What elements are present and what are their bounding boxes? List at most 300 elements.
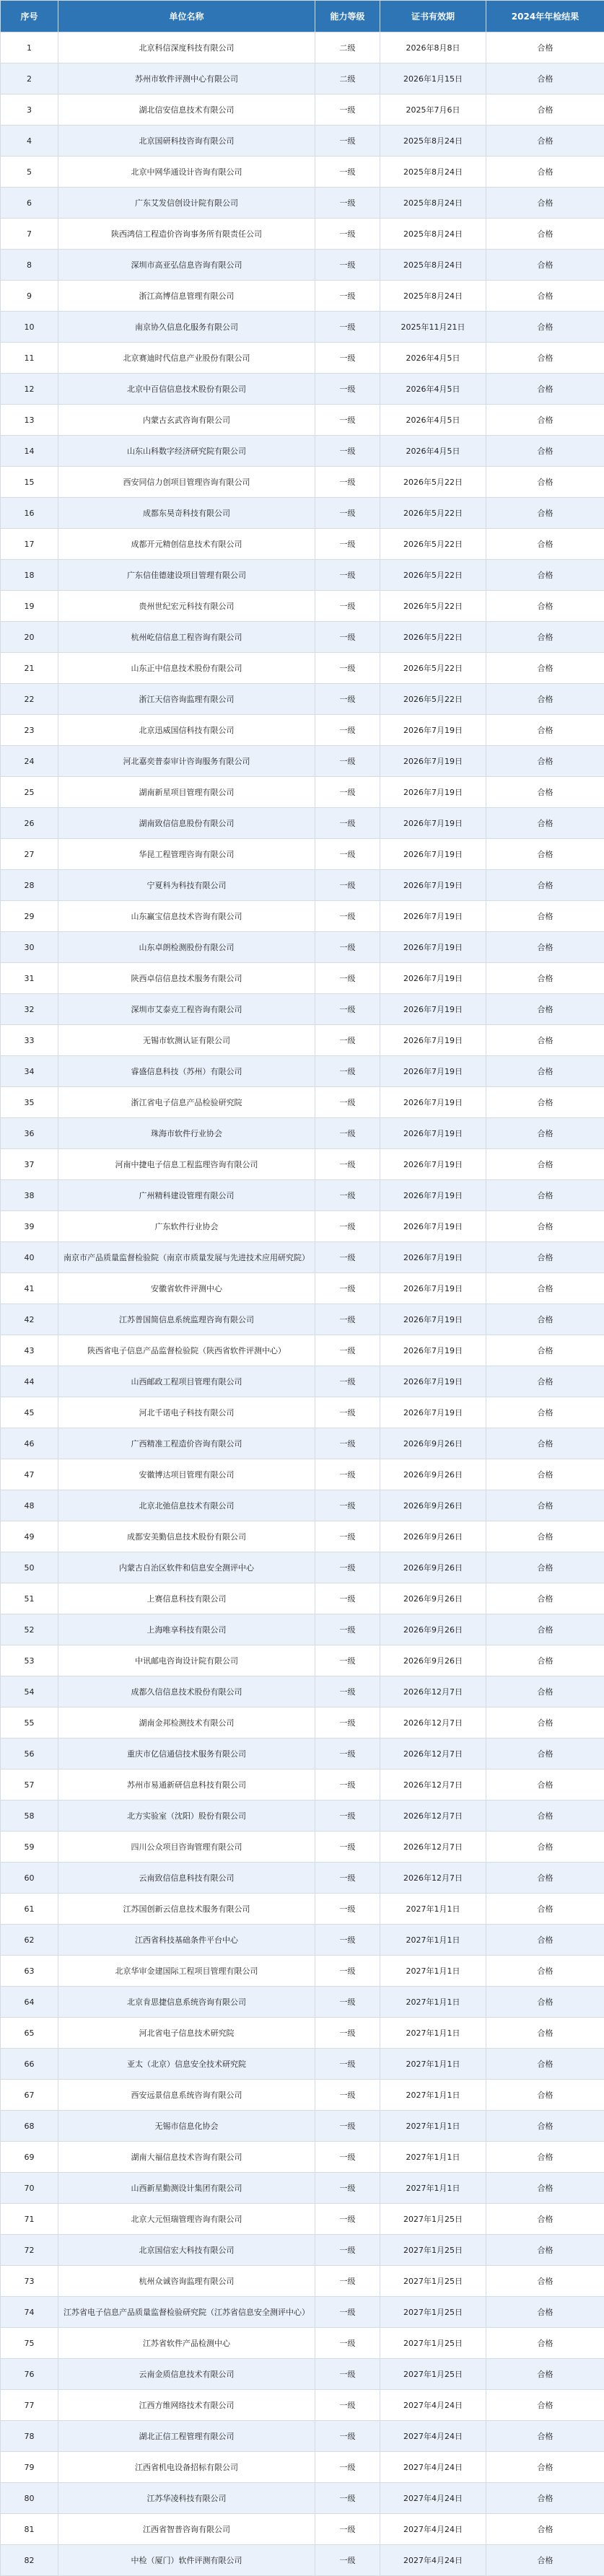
cell-valid: 2026年9月26日 [380,1583,486,1614]
cell-valid: 2026年7月19日 [380,1087,486,1118]
cell-seq: 12 [1,374,58,405]
cell-seq: 4 [1,126,58,157]
cell-result: 合格 [486,2483,604,2514]
cell-seq: 15 [1,467,58,498]
cell-result: 合格 [486,1459,604,1490]
cell-name: 内蒙古玄武咨询有限公司 [58,405,315,436]
cell-name: 成都安美勤信息技术股份有限公司 [58,1521,315,1552]
cell-level: 一级 [315,746,380,777]
cell-valid: 2025年8月24日 [380,126,486,157]
cell-valid: 2027年1月1日 [380,1894,486,1925]
table-row [1,1428,604,1459]
cell-result: 合格 [486,1956,604,1987]
cell-result: 合格 [486,715,604,746]
cell-name: 北京迅威国信科技有限公司 [58,715,315,746]
cell-level: 一级 [315,2297,380,2328]
cell-seq: 48 [1,1490,58,1521]
cell-seq: 55 [1,1707,58,1738]
cell-seq: 82 [1,2545,58,2576]
table-row [1,1676,604,1707]
cell-name: 无锡市信息化协会 [58,2111,315,2142]
cell-name: 成都久信信息技术股份有限公司 [58,1676,315,1707]
cell-result: 合格 [486,498,604,529]
cell-level: 一级 [315,1676,380,1707]
cell-name: 广州精科建设管理有限公司 [58,1180,315,1211]
table-row [1,405,604,436]
cell-name: 南京协久信息化服务有限公司 [58,312,315,343]
table-row [1,1149,604,1180]
cell-result: 合格 [486,1676,604,1707]
table-row [1,498,604,529]
cell-result: 合格 [486,94,604,126]
cell-level: 一级 [315,1335,380,1366]
cell-seq: 60 [1,1863,58,1894]
cell-result: 合格 [486,2359,604,2390]
table-row [1,684,604,715]
table-row [1,2204,604,2235]
cell-result: 合格 [486,1707,604,1738]
cell-valid: 2026年7月19日 [380,1118,486,1149]
cell-seq: 47 [1,1459,58,1490]
cell-result: 合格 [486,1801,604,1832]
table-row [1,1459,604,1490]
cell-name: 重庆市亿信通信技术服务有限公司 [58,1738,315,1770]
cell-name: 浙江天信咨询监理有限公司 [58,684,315,715]
cell-valid: 2026年4月5日 [380,405,486,436]
table-row [1,1335,604,1366]
cell-valid: 2027年1月1日 [380,1987,486,2018]
cell-name: 成都开元精创信息技术有限公司 [58,529,315,560]
cell-level: 二级 [315,32,380,63]
cell-name: 广东信佳德建设项目管理有限公司 [58,560,315,591]
cell-valid: 2026年7月19日 [380,715,486,746]
table-row [1,1056,604,1087]
cell-name: 西安同信力创项目管理咨询有限公司 [58,467,315,498]
cell-level: 一级 [315,2080,380,2111]
header-name: 单位名称 [58,1,315,32]
cell-name: 江苏普国简信息系统监理咨询有限公司 [58,1304,315,1335]
cell-valid: 2027年4月24日 [380,2514,486,2545]
cell-name: 深圳市艾泰克工程咨询有限公司 [58,994,315,1025]
cell-level: 一级 [315,2452,380,2483]
cell-valid: 2026年5月22日 [380,529,486,560]
cell-result: 合格 [486,2328,604,2359]
cell-level: 一级 [315,684,380,715]
cell-name: 北京中百信信息技术股份有限公司 [58,374,315,405]
table-row [1,1521,604,1552]
cell-seq: 52 [1,1614,58,1645]
table-row [1,529,604,560]
cell-level: 一级 [315,1863,380,1894]
cell-result: 合格 [486,1335,604,1366]
table-row [1,1770,604,1801]
cell-result: 合格 [486,1428,604,1459]
cell-result: 合格 [486,1273,604,1304]
cell-seq: 39 [1,1211,58,1242]
table-row [1,901,604,932]
header-valid: 证书有效期 [380,1,486,32]
table-row [1,2514,604,2545]
cell-valid: 2026年8月8日 [380,32,486,63]
cell-level: 一级 [315,1521,380,1552]
cell-valid: 2025年11月21日 [380,312,486,343]
cell-seq: 63 [1,1956,58,1987]
cell-valid: 2027年1月1日 [380,2080,486,2111]
cell-seq: 59 [1,1832,58,1863]
cell-valid: 2026年5月22日 [380,560,486,591]
cell-result: 合格 [486,281,604,312]
cell-result: 合格 [486,1025,604,1056]
cell-result: 合格 [486,374,604,405]
cell-seq: 67 [1,2080,58,2111]
cell-result: 合格 [486,436,604,467]
cell-name: 湖南致信信息股份有限公司 [58,808,315,839]
cell-level: 一级 [315,1118,380,1149]
cell-result: 合格 [486,994,604,1025]
cell-seq: 73 [1,2266,58,2297]
table-row [1,1832,604,1863]
cell-level: 一级 [315,2049,380,2080]
cell-name: 云南致信信息科技有限公司 [58,1863,315,1894]
cell-level: 一级 [315,932,380,963]
table-row [1,2545,604,2576]
cell-result: 合格 [486,1832,604,1863]
cell-name: 云南金质信息技术有限公司 [58,2359,315,2390]
cell-level: 一级 [315,1956,380,1987]
cell-result: 合格 [486,622,604,653]
cell-seq: 46 [1,1428,58,1459]
cell-seq: 10 [1,312,58,343]
cell-seq: 72 [1,2235,58,2266]
cell-seq: 36 [1,1118,58,1149]
cell-seq: 24 [1,746,58,777]
cell-result: 合格 [486,1087,604,1118]
cell-name: 浙江省电子信息产品检验研究院 [58,1087,315,1118]
cell-valid: 2026年12月7日 [380,1707,486,1738]
cell-level: 一级 [315,436,380,467]
cell-name: 北京国信宏大科技有限公司 [58,2235,315,2266]
cell-valid: 2026年7月19日 [380,746,486,777]
cell-result: 合格 [486,653,604,684]
cell-valid: 2026年5月22日 [380,591,486,622]
cell-valid: 2026年7月19日 [380,870,486,901]
cell-seq: 28 [1,870,58,901]
cell-seq: 8 [1,250,58,281]
cell-level: 一级 [315,2483,380,2514]
table-row [1,1925,604,1956]
cell-seq: 37 [1,1149,58,1180]
cell-level: 一级 [315,2142,380,2173]
cell-level: 一级 [315,2328,380,2359]
cell-result: 合格 [486,2297,604,2328]
cell-level: 一级 [315,1242,380,1273]
cell-seq: 45 [1,1397,58,1428]
cell-valid: 2026年7月19日 [380,1149,486,1180]
header-level: 能力等级 [315,1,380,32]
cell-result: 合格 [486,1925,604,1956]
cell-valid: 2026年1月15日 [380,63,486,94]
cell-result: 合格 [486,870,604,901]
cell-level: 一级 [315,281,380,312]
cell-result: 合格 [486,1180,604,1211]
cell-result: 合格 [486,2514,604,2545]
table-row [1,2235,604,2266]
header-seq: 序号 [1,1,58,32]
cell-level: 一级 [315,1273,380,1304]
cell-name: 华昆工程管理咨询有限公司 [58,839,315,870]
cell-seq: 23 [1,715,58,746]
cell-seq: 54 [1,1676,58,1707]
cell-level: 一级 [315,2359,380,2390]
cell-seq: 21 [1,653,58,684]
cell-name: 湖北正信工程管理有限公司 [58,2421,315,2452]
cell-level: 一级 [315,1025,380,1056]
cell-valid: 2026年7月19日 [380,1242,486,1273]
cell-seq: 31 [1,963,58,994]
cell-name: 成都东昊奇科技有限公司 [58,498,315,529]
cell-valid: 2026年7月19日 [380,777,486,808]
cell-seq: 61 [1,1894,58,1925]
cell-valid: 2027年1月1日 [380,1956,486,1987]
cell-valid: 2026年4月5日 [380,436,486,467]
table-row [1,374,604,405]
cell-level: 二级 [315,63,380,94]
table-row [1,1025,604,1056]
cell-level: 一级 [315,529,380,560]
cell-valid: 2025年8月24日 [380,157,486,188]
cell-seq: 16 [1,498,58,529]
table-row [1,2080,604,2111]
table-row [1,1087,604,1118]
cell-valid: 2026年5月22日 [380,498,486,529]
cell-level: 一级 [315,870,380,901]
cell-seq: 53 [1,1645,58,1676]
cell-seq: 80 [1,2483,58,2514]
cell-valid: 2026年5月22日 [380,622,486,653]
cell-result: 合格 [486,1397,604,1428]
cell-valid: 2026年12月7日 [380,1676,486,1707]
table-row [1,591,604,622]
table-row [1,157,604,188]
cell-level: 一级 [315,467,380,498]
cell-result: 合格 [486,250,604,281]
cell-name: 深圳市高亚弘信息咨询有限公司 [58,250,315,281]
cell-seq: 26 [1,808,58,839]
cell-valid: 2026年9月26日 [380,1521,486,1552]
cell-result: 合格 [486,2204,604,2235]
cell-valid: 2026年7月19日 [380,1335,486,1366]
table-row [1,312,604,343]
cell-valid: 2025年8月24日 [380,250,486,281]
cell-name: 中检（厦门）软件评测有限公司 [58,2545,315,2576]
cell-name: 湖南金邦检测技术有限公司 [58,1707,315,1738]
cell-seq: 13 [1,405,58,436]
cell-result: 合格 [486,560,604,591]
table-row [1,343,604,374]
cell-seq: 35 [1,1087,58,1118]
table-row [1,2359,604,2390]
cell-level: 一级 [315,2111,380,2142]
cell-level: 一级 [315,963,380,994]
cell-seq: 75 [1,2328,58,2359]
cell-name: 北方实验室（沈阳）股份有限公司 [58,1801,315,1832]
cell-seq: 70 [1,2173,58,2204]
cell-result: 合格 [486,126,604,157]
cell-name: 广东艾发信创设计院有限公司 [58,188,315,219]
cell-name: 北京中网华通设计咨询有限公司 [58,157,315,188]
cell-name: 北京赛迪时代信息产业股份有限公司 [58,343,315,374]
cell-level: 一级 [315,591,380,622]
cell-seq: 79 [1,2452,58,2483]
table-row [1,94,604,126]
cell-seq: 76 [1,2359,58,2390]
cell-result: 合格 [486,343,604,374]
cell-seq: 65 [1,2018,58,2049]
cell-level: 一级 [315,715,380,746]
table-row [1,1894,604,1925]
cell-seq: 64 [1,1987,58,2018]
table-row [1,219,604,250]
cell-seq: 18 [1,560,58,591]
cell-level: 一级 [315,994,380,1025]
cell-name: 江苏省电子信息产品质量监督检验研究院（江苏省信息安全测评中心） [58,2297,315,2328]
cell-result: 合格 [486,1366,604,1397]
cell-result: 合格 [486,1583,604,1614]
cell-seq: 66 [1,2049,58,2080]
cell-valid: 2026年7月19日 [380,1397,486,1428]
table-row [1,436,604,467]
cell-valid: 2025年8月24日 [380,281,486,312]
cell-valid: 2026年7月19日 [380,1304,486,1335]
cell-name: 陕西省电子信息产品监督检验院（陕西省软件评测中心） [58,1335,315,1366]
table-row [1,653,604,684]
cell-level: 一级 [315,808,380,839]
cell-name: 北京国研科技咨询有限公司 [58,126,315,157]
table-row [1,1987,604,2018]
cell-valid: 2026年9月26日 [380,1645,486,1676]
cell-name: 珠海市软件行业协会 [58,1118,315,1149]
cell-level: 一级 [315,1056,380,1087]
cell-valid: 2027年1月1日 [380,1925,486,1956]
cell-level: 一级 [315,653,380,684]
cell-seq: 33 [1,1025,58,1056]
cell-valid: 2027年1月25日 [380,2204,486,2235]
cell-seq: 34 [1,1056,58,1087]
cell-name: 山东赢宝信息技术咨询有限公司 [58,901,315,932]
cell-level: 一级 [315,1087,380,1118]
table-row [1,560,604,591]
cell-valid: 2026年7月19日 [380,1180,486,1211]
cell-valid: 2027年4月24日 [380,2390,486,2421]
cell-valid: 2026年12月7日 [380,1832,486,1863]
table-row [1,188,604,219]
table-row [1,2328,604,2359]
cell-name: 上海唯享科技有限公司 [58,1614,315,1645]
cell-seq: 9 [1,281,58,312]
table-row [1,126,604,157]
cell-level: 一级 [315,1211,380,1242]
cell-name: 北京北弛信息技术有限公司 [58,1490,315,1521]
table-row [1,1552,604,1583]
cell-valid: 2027年1月1日 [380,2173,486,2204]
cell-level: 一级 [315,901,380,932]
cell-level: 一级 [315,622,380,653]
cell-level: 一级 [315,1987,380,2018]
cell-valid: 2026年9月26日 [380,1428,486,1459]
cell-result: 合格 [486,1614,604,1645]
cell-level: 一级 [315,219,380,250]
cell-name: 湖北信安信息技术有限公司 [58,94,315,126]
cell-seq: 32 [1,994,58,1025]
cell-name: 南京市产品质量监督检验院（南京市质量发展与先进技术应用研究院） [58,1242,315,1273]
cell-result: 合格 [486,219,604,250]
table-row [1,622,604,653]
cell-valid: 2026年9月26日 [380,1614,486,1645]
cell-name: 山西邮政工程项目管理有限公司 [58,1366,315,1397]
cell-valid: 2026年7月19日 [380,839,486,870]
cell-level: 一级 [315,2018,380,2049]
cell-valid: 2026年7月19日 [380,1273,486,1304]
table-row [1,1738,604,1770]
cell-seq: 29 [1,901,58,932]
cell-level: 一级 [315,1770,380,1801]
table-row [1,63,604,94]
cell-result: 合格 [486,1863,604,1894]
cell-valid: 2026年7月19日 [380,1211,486,1242]
cell-name: 北京大元恒瑞管理咨询有限公司 [58,2204,315,2235]
cell-seq: 2 [1,63,58,94]
table-row [1,1645,604,1676]
cell-result: 合格 [486,1056,604,1087]
cell-valid: 2027年4月24日 [380,2421,486,2452]
cell-valid: 2027年1月25日 [380,2266,486,2297]
cell-name: 山东山科数字经济研究院有限公司 [58,436,315,467]
cell-seq: 22 [1,684,58,715]
cell-result: 合格 [486,2018,604,2049]
cell-name: 苏州市软件评测中心有限公司 [58,63,315,94]
cell-result: 合格 [486,1490,604,1521]
cell-valid: 2026年7月19日 [380,1025,486,1056]
table-row [1,777,604,808]
cell-result: 合格 [486,1770,604,1801]
cell-level: 一级 [315,2514,380,2545]
cell-result: 合格 [486,1304,604,1335]
table-row [1,250,604,281]
cell-valid: 2027年1月25日 [380,2359,486,2390]
cell-valid: 2027年1月1日 [380,2018,486,2049]
table-row [1,994,604,1025]
cell-seq: 81 [1,2514,58,2545]
cell-seq: 20 [1,622,58,653]
cell-seq: 74 [1,2297,58,2328]
cell-valid: 2027年1月25日 [380,2235,486,2266]
cell-level: 一级 [315,188,380,219]
cell-result: 合格 [486,901,604,932]
cell-name: 山东正中信息技术股份有限公司 [58,653,315,684]
cell-name: 北京肯思捷信息系统咨询有限公司 [58,1987,315,2018]
table-row [1,2111,604,2142]
table-row [1,1490,604,1521]
cell-name: 江西省智普咨询有限公司 [58,2514,315,2545]
cell-name: 广东软件行业协会 [58,1211,315,1242]
table-body [1,32,604,2576]
cell-valid: 2026年7月19日 [380,901,486,932]
table-header-row [1,1,604,32]
cell-name: 贵州世纪宏元科技有限公司 [58,591,315,622]
table-row [1,2049,604,2080]
table-row [1,1863,604,1894]
cell-seq: 57 [1,1770,58,1801]
